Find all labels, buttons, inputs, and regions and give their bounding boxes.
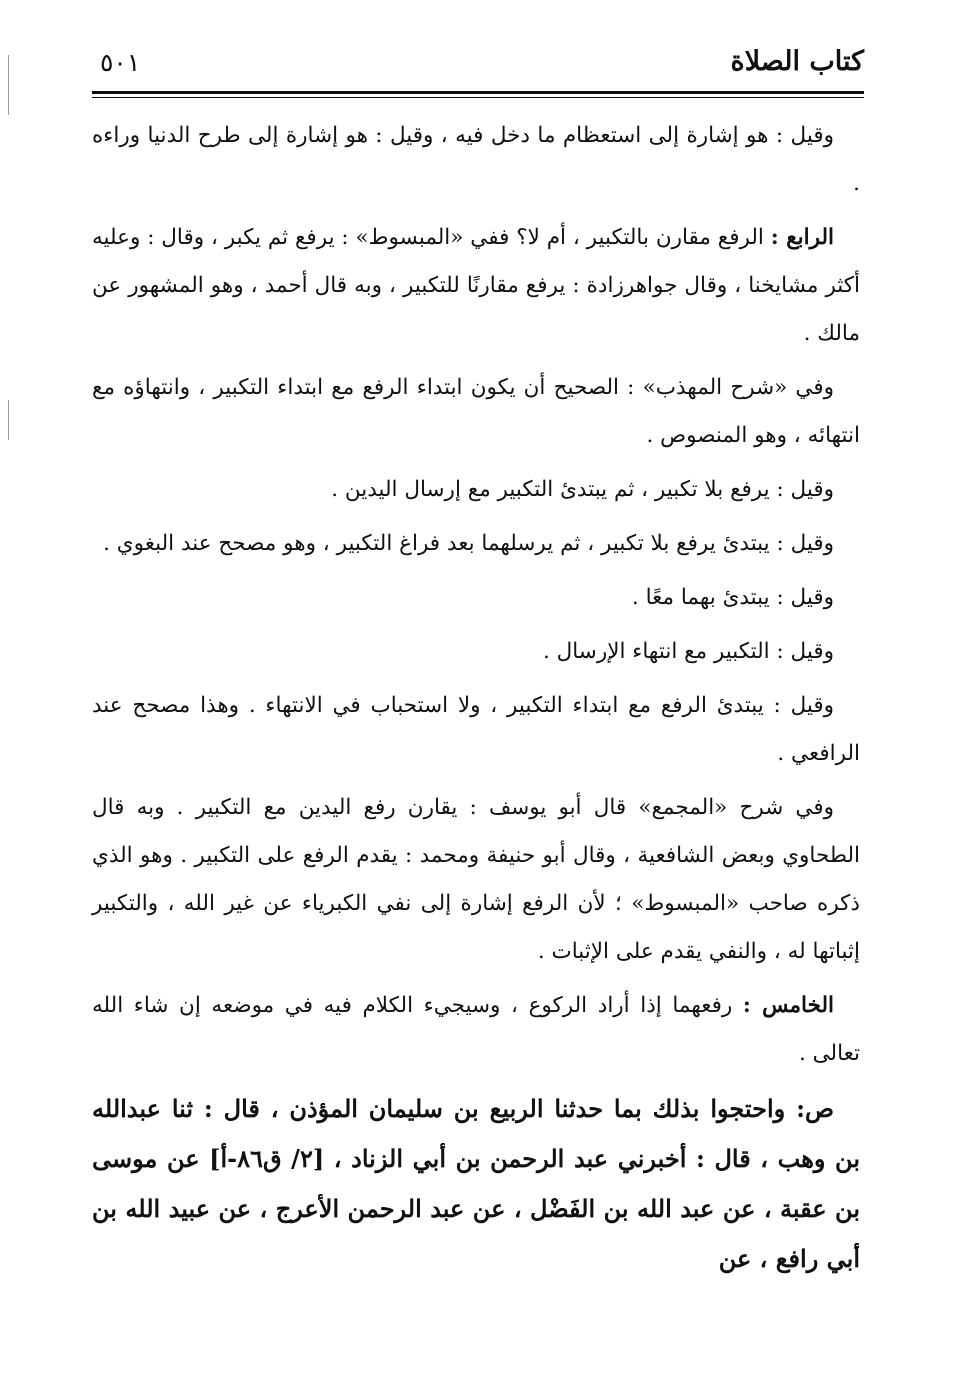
- paragraph-lead: الخامس :: [742, 993, 834, 1018]
- header-rule-thick: [92, 91, 864, 94]
- page-number: ٥٠١: [100, 48, 141, 77]
- chapter-title: كتاب الصلاة: [730, 46, 864, 77]
- paragraph: الخامس : رفعهما إذا أراد الركوع ، وسيجيء الكلام فيه في موضعه إن شاء الله تعالى .: [92, 993, 860, 1066]
- header-rule-thin: [92, 97, 864, 98]
- paragraph: وقيل : التكبير مع انتهاء الإرسال .: [542, 639, 834, 664]
- paragraph: وفي «شرح المهذب» : الصحيح أن يكون ابتداء الرفع مع ابتداء التكبير ، وانتهاؤه مع انتهائه ، وهو المنصوص .: [92, 375, 860, 448]
- paragraph: وقيل : يبتدئ بهما معًا .: [631, 585, 834, 610]
- commentary-text: [92, 112, 860, 1290]
- margin-line-middle: [8, 400, 9, 440]
- main-text: ص: واحتجوا بذلك بما حدثنا الربيع بن سليمان المؤذن ، قال : ثنا عبدالله بن وهب ، قال : أخبرني عبد الرحمن بن أبي الزناد ، [٢/ ق٨٦-أ] عن موسى بن عقبة ، عن عبد الله بن الفَضْل ، عن عبد الرحمن الأعرج ، عن عبيد الله بن أبي رافع ، عن: [92, 1094, 861, 1273]
- paragraph-lead: الرابع :: [770, 225, 834, 250]
- paragraph: الرابع : الرفع مقارن بالتكبير ، أم لا؟ ففي «المبسوط» : يرفع ثم يكبر ، وقال : وعليه أكثر مشايخنا ، وقال جواهرزادة : يرفع مقارنًا للتكبير ، وبه قال أحمد ، وهو المشهور عن مالك .: [92, 225, 860, 346]
- paragraph: وقيل : يرفع بلا تكبير ، ثم يبتدئ التكبير مع إرسال اليدين .: [331, 477, 834, 502]
- margin-line-top: [8, 55, 9, 115]
- paragraph: وقيل : يبتدئ يرفع بلا تكبير ، ثم يرسلهما بعد فراغ التكبير ، وهو مصحح عند البغوي .: [103, 531, 834, 556]
- paragraph: وقيل : يبتدئ الرفع مع ابتداء التكبير ، ولا استحباب في الانتهاء . وهذا مصحح عند الرافعي .: [92, 693, 860, 766]
- paragraph: وقيل : هو إشارة إلى استعظام ما دخل فيه ، وقيل : هو إشارة إلى طرح الدنيا وراءه .: [92, 123, 860, 196]
- paragraph: وفي شرح «المجمع» قال أبو يوسف : يقارن رفع اليدين مع التكبير . وبه قال الطحاوي وبعض الشافعية ، وقال أبو حنيفة ومحمد : يقدم الرفع على التكبير . وهو الذي ذكره صاحب «المبسوط» ؛ لأن الرفع إشارة إلى نفي الكبرياء عن غير الله ، والتكبير إثباتها له ، والنفي يقدم على الإثبات .: [92, 795, 860, 964]
- page-header: [92, 42, 864, 90]
